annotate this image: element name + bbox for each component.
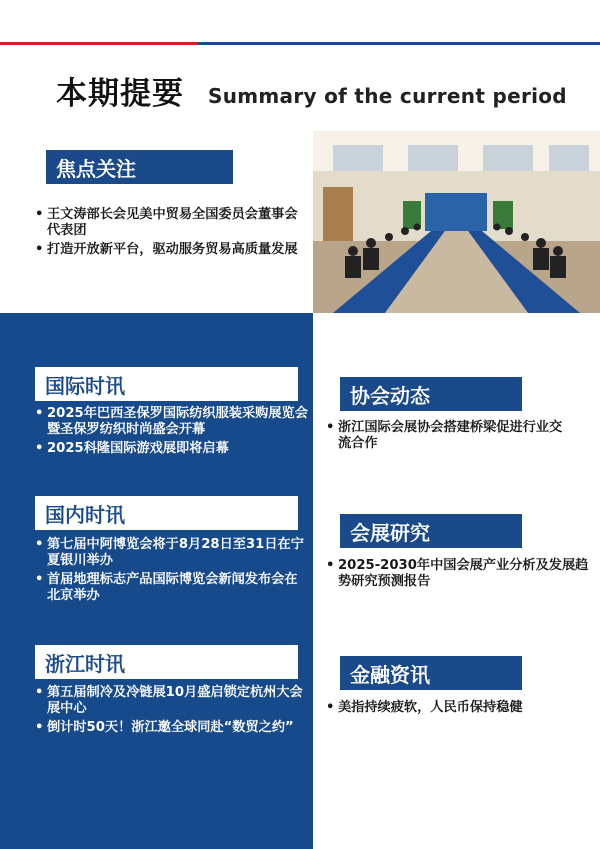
list-item[interactable]: • 王文涛部长会见美中贸易全国委员会董事会代表团 <box>34 207 304 239</box>
section-tag-domestic: 国内时讯 <box>35 496 298 530</box>
focus-list <box>34 207 312 261</box>
list-item[interactable]: • 第五届制冷及冷链展10月盛启锁定杭州大会展中心 <box>34 685 310 717</box>
list-item[interactable]: • 第七届中阿博览会将于8月28日至31日在宁夏银川举办 <box>34 537 310 569</box>
zhejiang-list <box>34 685 310 739</box>
domestic-list <box>34 537 310 607</box>
list-item[interactable]: • 2025科隆国际游戏展即将启幕 <box>34 441 310 457</box>
list-item[interactable]: • 美指持续疲软，人民币保持稳健 <box>325 700 590 716</box>
association-list <box>325 420 585 455</box>
section-tag-finance: 金融资讯 <box>340 656 522 690</box>
international-list <box>34 406 310 460</box>
top-accent-bar <box>0 42 600 45</box>
list-item[interactable]: • 2025年巴西圣保罗国际纺织服装采购展览会暨圣保罗纺织时尚盛会开幕 <box>34 406 310 438</box>
finance-list <box>325 700 590 719</box>
list-item[interactable]: • 倒计时50天！浙江邀全球同赴“数贸之约” <box>34 720 310 736</box>
section-tag-research: 会展研究 <box>340 514 522 548</box>
meeting-photo <box>313 131 600 313</box>
section-tag-focus: 焦点关注 <box>46 150 233 184</box>
research-list <box>325 558 590 593</box>
list-item[interactable]: • 2025-2030年中国会展产业分析及发展趋势研究预测报告 <box>325 558 590 590</box>
page-title: 本期提要 <box>56 76 184 112</box>
section-tag-international: 国际时讯 <box>35 367 298 401</box>
list-item[interactable]: • 首届地理标志产品国际博览会新闻发布会在北京举办 <box>34 572 310 604</box>
page-subtitle: Summary of the current period <box>208 84 567 108</box>
section-tag-zhejiang: 浙江时讯 <box>35 645 298 679</box>
section-tag-association: 协会动态 <box>340 377 522 411</box>
list-item[interactable]: • 打造开放新平台，驱动服务贸易高质量发展 <box>34 242 304 258</box>
list-item[interactable]: • 浙江国际会展协会搭建桥梁促进行业交流合作 <box>325 420 565 452</box>
